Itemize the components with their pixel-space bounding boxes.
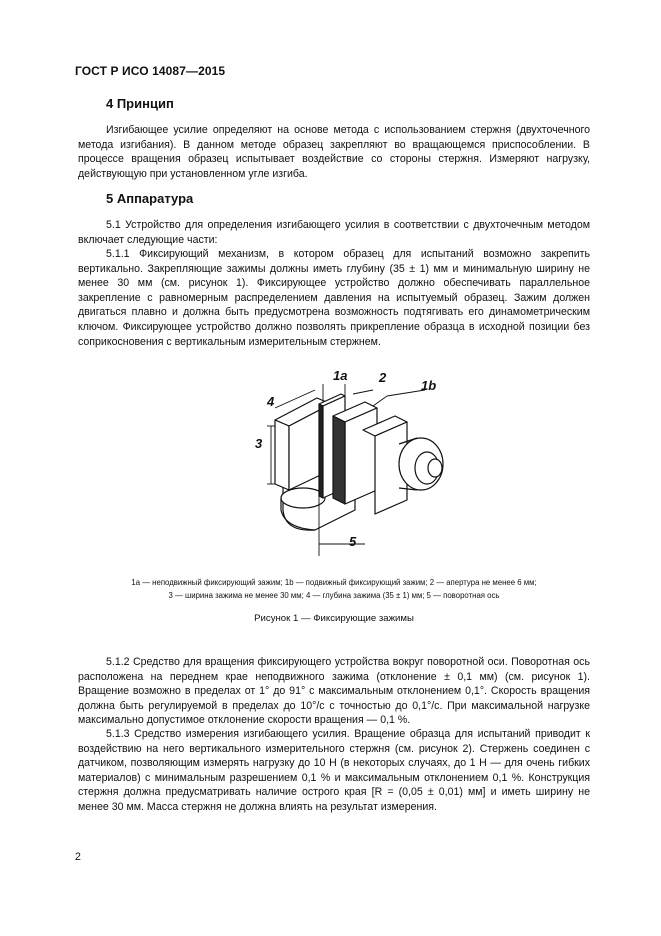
figure-label-3: 3	[255, 436, 263, 451]
figure-label-1b: 1b	[421, 378, 437, 393]
figure-1-clamps-drawing	[245, 360, 445, 565]
figure-legend-line-1: 1a — неподвижный фиксирующий зажим; 1b — подвижный фиксирующий зажим; 2 — апертура не менее 6 мм;	[131, 578, 537, 587]
paragraph-5-1-3: 5.1.3 Средство измерения изгибающего усилия. Вращение образца для испытаний приводит к воздействию на него вертикального измерительного стержня (см. рисунок 2). Стержень соединен с датчиком, позволяющим измерять нагрузку до 10 Н (в некоторых случаях, до 1 Н — для очень гибких материалов) с минимальным разрешением 0,1 % и максимальным отклонением 0,1 %. Конструкция стержня должна предусматривать наличие острого края [R = (0,05 ± 0,01) мм] и иметь ширину не менее 30 мм. Масса стержня не должна влиять на результат измерения.	[78, 728, 590, 813]
document-header: ГОСТ Р ИСО 14087—2015	[75, 64, 226, 78]
figure-legend-line-2: 3 — ширина зажима не менее 30 мм; 4 — глубина зажима (35 ± 1) мм; 5 — поворотная ось	[168, 591, 500, 600]
paragraph-5-1-2: 5.1.2 Средство для вращения фиксирующего устройства вокруг поворотной оси. Поворотная ось расположена на переднем крае неподвижного зажима (отклонение ± 0,1 мм) (см. рисунок 1). Вращение возможно в пределах от 1° до 91° с максимальным отклонением 0,1°. Скорость вращения должна быть регулируемой в пределах до 10°/с с точностью до 0,1°/с. При максимальной нагрузке максимально допустимое отклонение скорости вращения — 0,1 %.	[78, 656, 590, 727]
section-4-heading: 4 Принцип	[106, 96, 174, 111]
paragraph-5-1-1: 5.1.1 Фиксирующий механизм, в котором образец для испытаний возможно закрепить вертикально. Закрепляющие зажимы должны иметь глубину (35 ± 1) мм и минимальную ширину не менее 30 мм (см. рисунок 1). Фиксирующее устройство должно обеспечивать параллельное закрепление с равномерным распределением давления на испытуемый образец. Зажим должен двигаться плавно и должна быть предусмотрена возможность подтягивать его динамометрическим ключом. Фиксирующее устройство должно позволять прикрепление образца в исходной позиции без соприкосновения с вертикальным измерительным стержнем.	[78, 248, 590, 348]
section-5-heading: 5 Аппаратура	[106, 191, 194, 206]
page-number: 2	[75, 851, 81, 863]
figure-label-5: 5	[349, 534, 357, 549]
figure-label-1a: 1a	[333, 368, 348, 383]
section-4-paragraph: Изгибающее усилие определяют на основе метода с использованием стержня (двухточечного метода изгибания). В данном методе образец закрепляют во вращающемся приспособлении. В процессе вращения образец испытывает воздействие со стороны стержня. Измеряют нагрузку, действующую при установленном угле изгиба.	[78, 124, 590, 180]
figure-label-4: 4	[267, 394, 275, 409]
figure-1-title: Рисунок 1 — Фиксирующие зажимы	[254, 613, 414, 624]
figure-label-2: 2	[379, 370, 387, 385]
paragraph-5-1: 5.1 Устройство для определения изгибающего усилия в соответствии с двухточечным методом включает следующие части:	[78, 219, 590, 246]
